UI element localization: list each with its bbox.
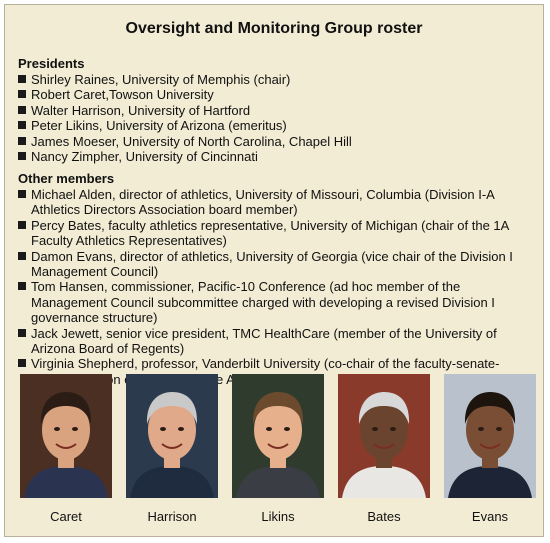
list-item: Shirley Raines, University of Memphis (chair) (18, 72, 531, 87)
list-item: Nancy Zimpher, University of Cincinnati (18, 149, 531, 164)
list-item: Damon Evans, director of athletics, University of Georgia (vice chair of the Division I Management Council) (18, 249, 531, 280)
left-eye (54, 427, 60, 431)
right-eye (496, 427, 502, 431)
roster-panel (4, 4, 544, 537)
list-item: Walter Harrison, University of Hartford (18, 103, 531, 118)
other-members-list (18, 187, 531, 387)
list-item: Tom Hansen, commissioner, Pacific-10 Conference (ad hoc member of the Management Council subcommittee charged with developing a revised Division I governance structure) (18, 279, 531, 325)
left-eye (372, 427, 378, 431)
portrait-photo (338, 374, 430, 498)
photo-caption: Bates (367, 509, 401, 524)
right-eye (390, 427, 396, 431)
photo-caption: Likins (261, 509, 295, 524)
photo-caption: Caret (50, 509, 82, 524)
photo-caption: Harrison (147, 509, 197, 524)
portrait-photo (444, 374, 536, 498)
left-eye (160, 427, 166, 431)
list-item: Peter Likins, University of Arizona (emeritus) (18, 118, 531, 133)
list-item: Jack Jewett, senior vice president, TMC HealthCare (member of the University of Arizona Board of Regents) (18, 326, 531, 357)
list-item: Robert Caret,Towson University (18, 87, 531, 102)
list-item: Virginia Shepherd, professor, Vanderbilt University (co-chair of the faculty-senate- (18, 356, 531, 387)
page-title: Oversight and Monitoring Group roster (125, 20, 423, 37)
presidents-list (18, 72, 531, 164)
right-eye (72, 427, 78, 431)
right-eye (178, 427, 184, 431)
other-members-heading: Other members (18, 171, 115, 186)
list-item: James Moeser, University of North Carolina, Chapel Hill (18, 134, 531, 149)
left-eye (266, 427, 272, 431)
list-item: Percy Bates, faculty athletics representative, University of Michigan (chair of the 1A Faculty Athletics Representatives) (18, 218, 531, 249)
portrait-photo (126, 374, 218, 498)
presidents-heading: Presidents (18, 56, 85, 71)
portrait-photo (232, 374, 324, 498)
photo-caption: Evans (471, 509, 509, 524)
list-item: Michael Alden, director of athletics, University of Missouri, Columbia (Division I-A Athletics Directors Association board member) (18, 187, 531, 218)
right-eye (284, 427, 290, 431)
portrait-photo (20, 374, 112, 498)
left-eye (478, 427, 484, 431)
